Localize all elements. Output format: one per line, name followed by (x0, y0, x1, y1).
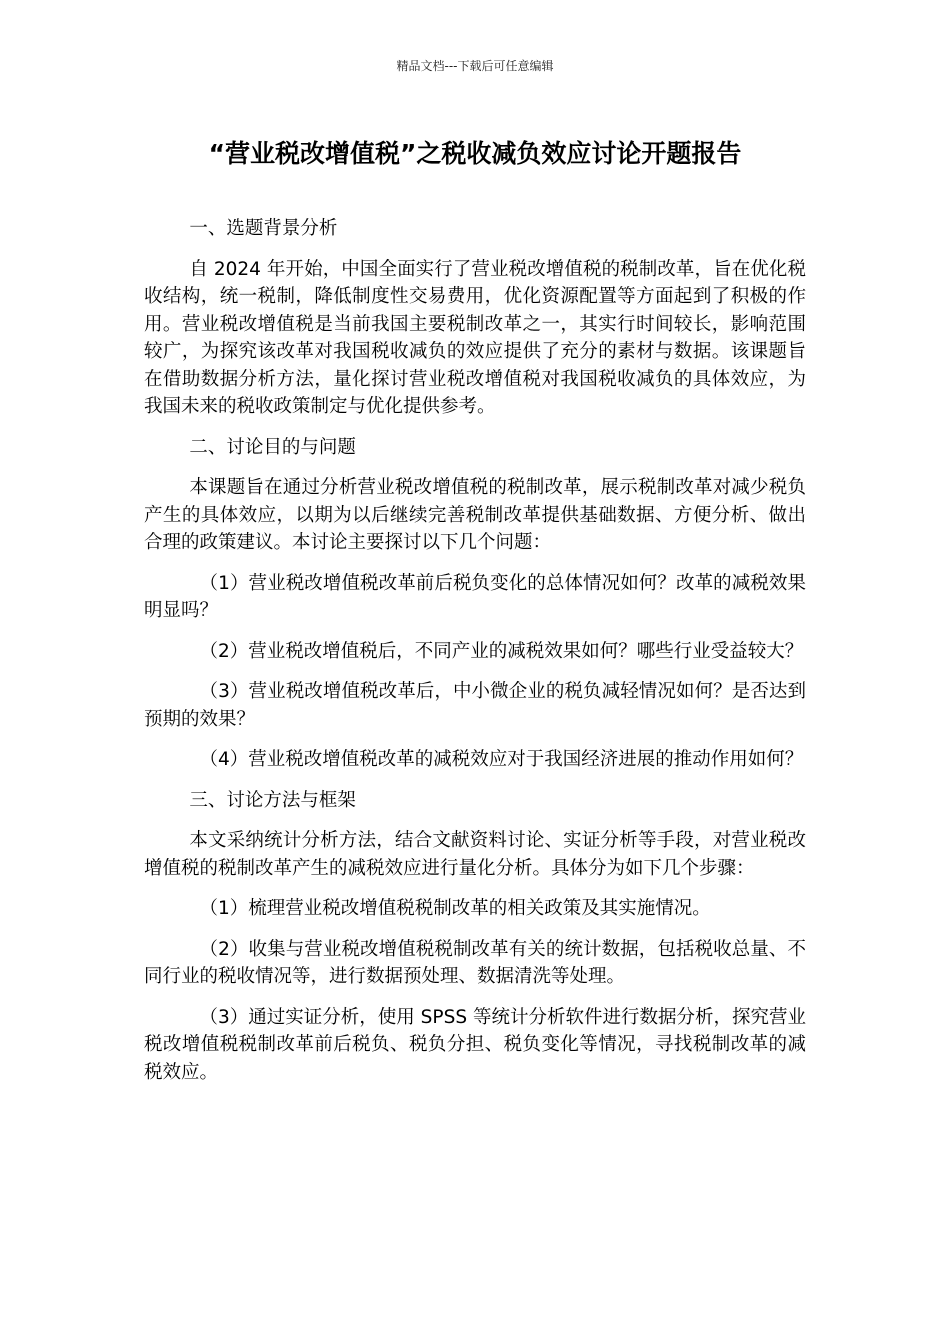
section-heading-background: 一、选题背景分析 (189, 218, 338, 239)
section-heading-methods: 三、讨论方法与框架 (189, 789, 356, 811)
header-note: 精品文档---下载后可任意编辑 (396, 59, 554, 73)
document-body (144, 215, 806, 1099)
method-step-1: （1）梳理营业税改增值税税制改革的相关政策及其实施情况。 (199, 898, 711, 919)
method-step-3: （3）通过实证分析，使用 SPSS 等统计分析软件进行数据分析，探究营业税改增值税税制改革前后税负、税负分担、税负变化等情况，寻找税制改革的减税效应。 (144, 1006, 806, 1083)
paragraph-methods: 本文采纳统计分析方法，结合文献资料讨论、实证分析等手段，对营业税改增值税的税制改革产生的减税效应进行量化分析。具体分为如下几个步骤： (144, 830, 806, 879)
question-item-3: （3）营业税改增值税改革后，中小微企业的税负减轻情况如何？是否达到预期的效果？ (144, 681, 806, 730)
question-item-2: （2）营业税改增值税后，不同产业的减税效果如何？哪些行业受益较大？ (199, 640, 804, 662)
method-step-2: （2）收集与营业税改增值税税制改革有关的统计数据，包括税收总量、不同行业的税收情况等，进行数据预处理、数据清洗等处理。 (144, 938, 806, 987)
question-item-4: （4）营业税改增值税改革的减税效应对于我国经济进展的推动作用如何？ (199, 749, 804, 770)
paragraph-purpose: 本课题旨在通过分析营业税改增值税的税制改革，展示税制改革对减少税负产生的具体效应，以期为以后继续完善税制改革提供基础数据、方便分析、做出合理的政策建议。本讨论主要探讨以下几个问题： (144, 477, 806, 553)
question-item-1: （1）营业税改增值税改革前后税负变化的总体情况如何？改革的减税效果明显吗？ (144, 572, 806, 621)
section-heading-purpose: 二、讨论目的与问题 (189, 436, 356, 458)
document-title: “营业税改增值税”之税收减负效应讨论开题报告 (208, 139, 742, 168)
paragraph-background: 自 2024 年开始，中国全面实行了营业税改增值税的税制改革，旨在优化税收结构，统一税制，降低制度性交易费用，优化资源配置等方面起到了积极的作用。营业税改增值税是当前我国主要税制改革之一，其实行时间较长，影响范围较广，为探究该改革对我国税收减负的效应提供了充分的素材与数据。该课题旨在借助数据分析方法，量化探讨营业税改增值税对我国税收减负的具体效应，为我国未来的税收政策制定与优化提供参考。 (144, 258, 806, 417)
